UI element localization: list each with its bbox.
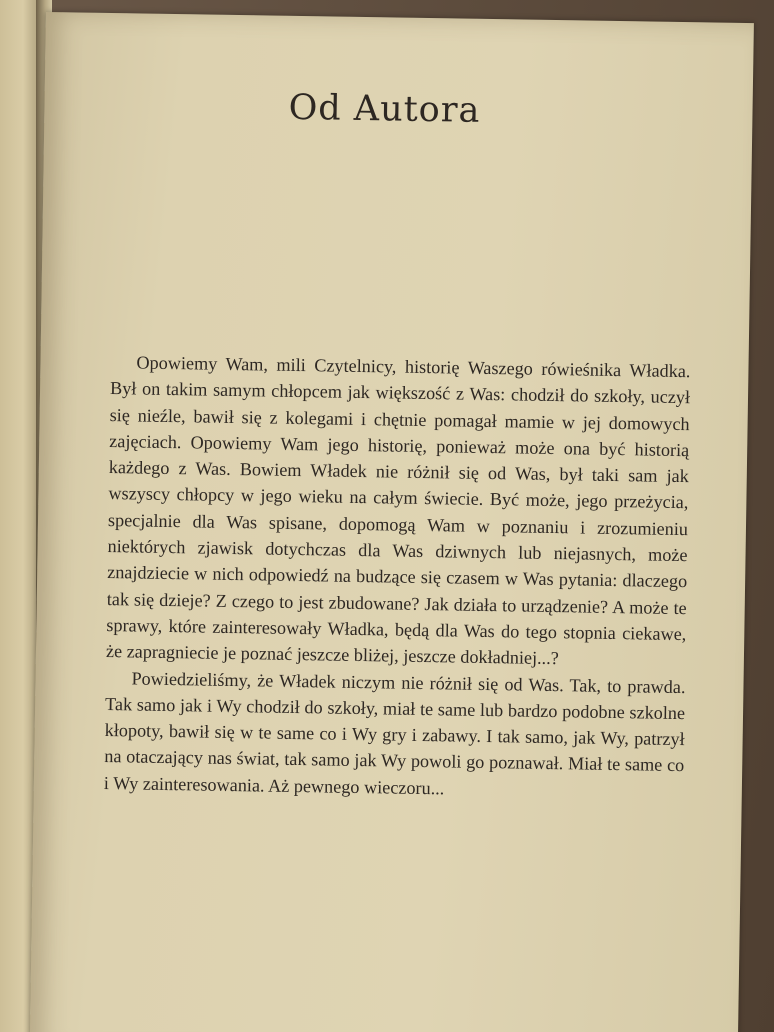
paragraph-2: Powiedzieliśmy, że Władek niczym nie różnił się od Was. Tak, to prawda. Tak samo jak i Wy chodził do szkoły, miał te same lub bardzo podobne szkolne kłopoty, bawił się w te same co i Wy gry i zabawy. I tak samo, jak Wy, patrzył na otaczający nas świat, tak samo jak Wy powoli go poznawał. Miał te same co i Wy zainteresowania. Aż pewnego wieczoru... <box>103 667 686 799</box>
paragraph-1: Opowiemy Wam, mili Czytelnicy, historię Waszego rówieśnika Władka. Był on takim samym chłopcem jak większość z Was: chodził do szkoły, uczył się nieźle, bawił się z kolegami i chętnie pomagał mamie w jej domowych zajęciach. Opowiemy Wam jego historię, ponieważ może ona być historią każdego z Was. Bowiem Władek nie różnił się od Was, był taki sam jak wszyscy chłopcy w jego wieku na całym świecie. Być może, jego przeżycia, specjalnie dla Was spisane, dopomogą Wam w poznaniu i zrozumieniu niektórych zjawisk dotychczas dla Was dziwnych lub niejasnych, może znajdziecie w nich odpowiedź na budzące się czasem w Was pytania: dlaczego tak się dzieje? Z czego to jest zbudowane? Jak działa to urządzenie? A może te sprawy, które zainteresowały Władka, będą dla Was do tego stopnia ciekawe, że zapragniecie je poznać jeszcze bliżej, jeszcze dokładniej...? <box>105 352 691 669</box>
book-page <box>30 12 754 1032</box>
body-text <box>104 349 691 805</box>
chapter-title: Od Autora <box>288 87 481 131</box>
